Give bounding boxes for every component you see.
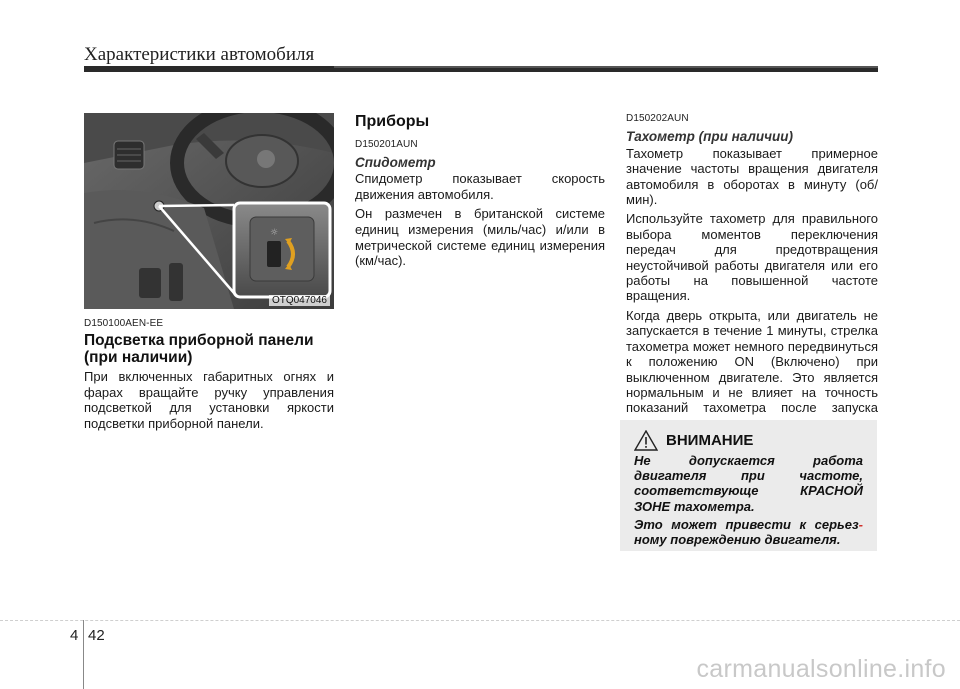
watermark-link[interactable]: carmanualsonline.info [696,655,946,683]
caution-header [634,430,863,451]
section-code-speedometer: D150201AUN [355,139,418,150]
caution-hyphen: - [858,516,863,532]
figure-code: OTQ047046 [269,295,330,306]
section-number: 4 [70,627,79,644]
speedometer-p2: Он размечен в британской системе единиц измерения (миль/час) и/или в метрической системе единиц измерения (км/час). [355,206,605,269]
header-rule [84,66,878,72]
warning-triangle-icon [634,430,658,451]
footer-vertical-rule [83,620,84,689]
tachometer-p2: Используйте тахометр для правильного выбора моментов переключения передач для предотвращения неустойчивой работы двигателя или его работы на повышенной частоте вращения. [626,211,878,304]
page-number: 42 [88,627,105,644]
tachometer-p3: Когда дверь открыта, или двигатель не запускается в течение 1 минуты, стрелка тахометра может немного передвинуться к положению ON (Включено) при выключенном двигателе. Это является нормальным и не влияет на точность показаний тахометра после запуска [626,307,878,416]
header-title: Характеристики автомобиля [84,44,315,65]
tachometer-p1: Тахометр показывает примерное значение частоты вращения двигателя автомобиля в оборотах в минуту (об/мин). [626,145,878,208]
heading-illumination-line2: (при наличии) [84,349,193,366]
caution-p2-part2: ному повреждению двигателя. [634,532,841,548]
section-code-tachometer: D150202AUN [626,113,689,124]
footer-divider [0,620,960,621]
caution-p1: Не допускается работа двигателя при частоте, соответствующе КРАСНОЙ ЗОНЕ тахометра. [634,453,863,514]
instruments-column [355,113,605,273]
tachometer-column [626,111,878,435]
caution-p2 [634,517,863,547]
heading-illumination-line1: Подсветка приборной панели [84,332,314,349]
caution-box [620,420,877,551]
caution-p2-part1: Это может привести к серьез [634,516,859,532]
dashboard-drawing [84,113,334,309]
subheading-speedometer: Спидометр [355,154,436,170]
illumination-body: При включенных габаритных огнях и фарах вращайте ручку управления подсветкой для установки яркости подсветки приборной панели. [84,369,334,431]
svg-text:☼: ☼ [270,228,279,238]
speedometer-p1: Спидометр показывает скорость движения автомобиля. [355,171,605,202]
dashboard-illustration [84,113,334,309]
subheading-tachometer: Тахометр (при наличии) [626,129,793,145]
section-code-left: D150100AEN-EE [84,318,164,329]
caution-title: ВНИМАНИЕ [666,432,754,449]
heading-instruments: Приборы [355,113,430,130]
